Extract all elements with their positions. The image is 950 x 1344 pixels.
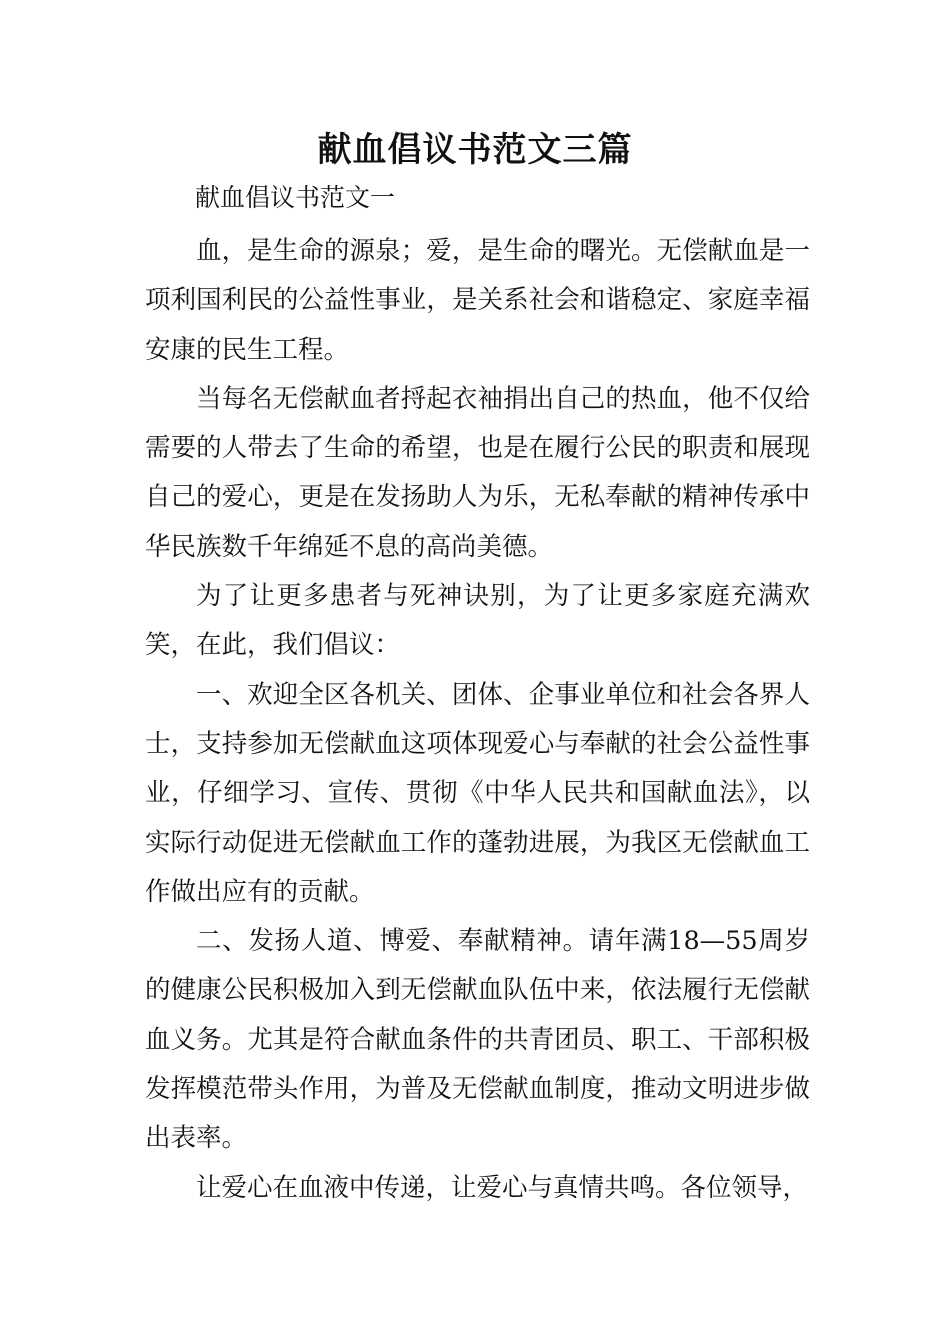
paragraph-2: 当每名无偿献血者捋起衣袖捐出自己的热血，他不仅给需要的人带去了生命的希望，也是在履行公民的职责和展现自己的爱心，更是在发扬助人为乐，无私奉献的精神传承中华民族数千年绵延不息的高尚美德。 (145, 383, 810, 562)
paragraph-6: 让爱心在血液中传递，让爱心与真情共鸣。各位领导， (196, 1172, 809, 1203)
document-body (145, 227, 810, 1213)
section-heading: 献血倡议书范文一 (195, 183, 396, 212)
paragraph-3: 为了让更多患者与死神诀别，为了让更多家庭充满欢笑，在此，我们倡议： (145, 581, 810, 661)
document-title: 献血倡议书范文三篇 (317, 130, 633, 170)
paragraph-1: 血，是生命的源泉；爱，是生命的曙光。无偿献血是一项利国利民的公益性事业，是关系社会和谐稳定、家庭幸福安康的民生工程。 (145, 236, 810, 365)
paragraph-4: 一、欢迎全区各机关、团体、企事业单位和社会各界人士，支持参加无偿献血这项体现爱心与奉献的社会公益性事业，仔细学习、宣传、贯彻《中华人民共和国献血法》，以实际行动促进无偿献血工作的蓬勃进展，为我区无偿献血工作做出应有的贡献。 (145, 679, 810, 907)
paragraph-5: 二、发扬人道、博爱、奉献精神。请年满18—55周岁的健康公民积极加入到无偿献血队伍中来，依法履行无偿献血义务。尤其是符合献血条件的共青团员、职工、干部积极发挥模范带头作用，为普及无偿献血制度，推动文明进步做出表率。 (145, 926, 810, 1154)
